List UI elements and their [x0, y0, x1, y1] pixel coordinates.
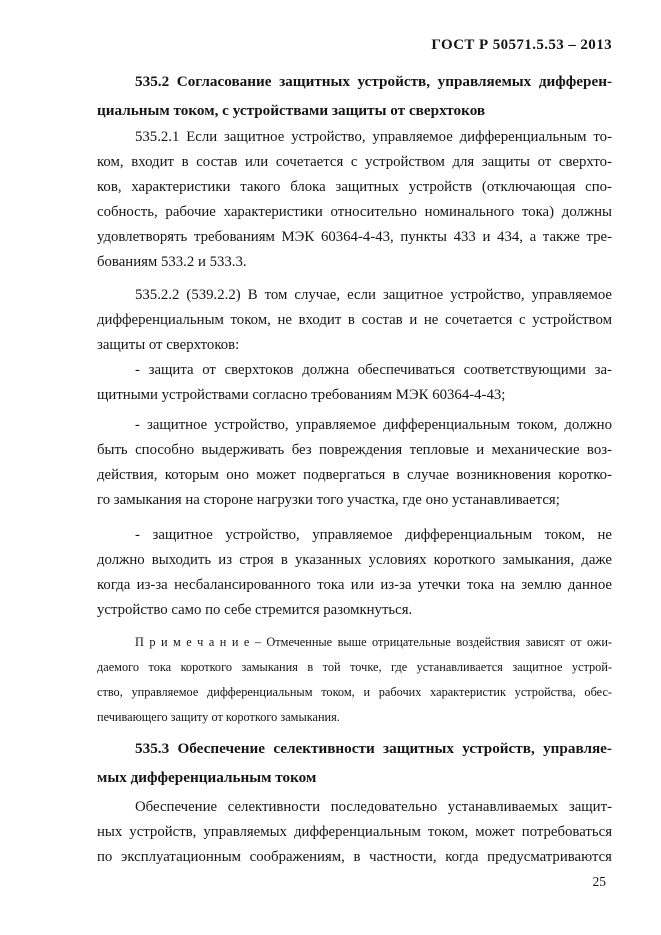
text-line: когда из-за несбалансированного тока или из-за утечки тока на землю данное	[97, 577, 612, 593]
text-line: - защитное устройство, управляемое дифференциальным током, должно	[135, 417, 612, 433]
text-line: ство, управляемое дифференциальным током, и рабочих характеристик устройства, обес-	[97, 685, 612, 699]
text-line: защиты от сверхтоков:	[97, 337, 240, 353]
standard-number: ГОСТ Р 50571.5.53 – 2013	[431, 37, 612, 53]
paragraph	[97, 795, 612, 870]
text-line: удовлетворять требованиям МЭК 60364-4-43, пункты 433 и 434, а также тре-	[97, 229, 612, 245]
text-line: 535.2 Согласование защитных устройств, управляемых дифферен-	[135, 73, 612, 90]
text-line: щитными устройствами согласно требованиям МЭК 60364-4-43;	[97, 387, 506, 403]
paragraph	[97, 523, 612, 623]
text-line: печивающего защиту от короткого замыкания.	[97, 710, 340, 724]
text-line: ных устройств, управляемых дифференциальным током, может потребоваться	[97, 824, 612, 840]
text-line: действия, которым оно может подвергаться в случае возникновения коротко-	[97, 467, 612, 483]
paragraph	[97, 283, 612, 358]
section-heading	[97, 734, 612, 792]
text-line: по эксплуатационным соображениям, в частности, когда предусматриваются	[97, 849, 612, 865]
text-line: - защитное устройство, управляемое дифференциальным током, не	[135, 527, 612, 543]
text-line: циальным током, с устройствами защиты от сверхтоков	[97, 102, 486, 119]
document-footer	[97, 874, 612, 890]
text-line: 535.3 Обеспечение селективности защитных устройств, управляе-	[135, 740, 612, 757]
text-line: П р и м е ч а н и е – Отмеченные выше отрицательные воздействия зависят от ожи-	[135, 635, 612, 649]
paragraph	[97, 358, 612, 408]
text-line: собность, рабочие характеристики относительно номинального тока) должны	[97, 204, 612, 220]
section-heading	[97, 67, 612, 125]
text-line: устройство само по себе стремится разомкнуться.	[97, 602, 413, 618]
document-body	[97, 67, 612, 870]
text-line: ков, характеристики такого блока защитных устройств (отключающая спо-	[97, 179, 612, 195]
paragraph	[97, 413, 612, 513]
text-line: должно выходить из строя в указанных условиях короткого замыкания, даже	[97, 552, 612, 568]
text-line: 535.2.2 (539.2.2) В том случае, если защитное устройство, управляемое	[135, 287, 612, 303]
text-line: Обеспечение селективности последовательно устанавливаемых защит-	[135, 799, 612, 815]
text-line: ком, входит в состав или сочетается с устройством для защиты от сверхто-	[97, 154, 612, 170]
text-line: 535.2.1 Если защитное устройство, управляемое дифференциальным то-	[135, 129, 612, 145]
text-line: дифференциальным током, не входит в состав и не сочетается с устройством	[97, 312, 612, 328]
text-line: бованиям 533.2 и 533.3.	[97, 254, 247, 270]
text-line: мых дифференциальным током	[97, 769, 317, 786]
page-number: 25	[592, 874, 606, 889]
text-line: - защита от сверхтоков должна обеспечиваться соответствующими за-	[135, 362, 612, 378]
text-line: го замыкания на стороне нагрузки того участка, где оно устанавливается;	[97, 492, 560, 508]
paragraph	[97, 125, 612, 275]
text-line: даемого тока короткого замыкания в той точке, где устанавливается защитное устрой-	[97, 660, 612, 674]
text-line: быть способно выдерживать без повреждения тепловые и механические воз-	[97, 442, 612, 458]
document-header	[97, 36, 612, 54]
note-paragraph	[97, 630, 612, 730]
